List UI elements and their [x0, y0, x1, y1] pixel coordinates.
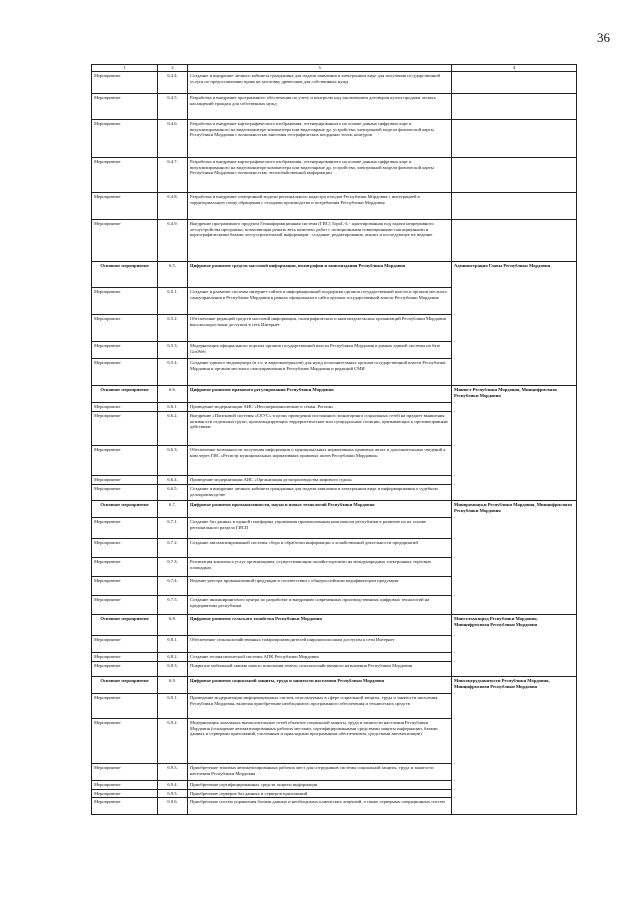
activity-description: Модернизация официального портала органов государственной власти Республики Мордовия в рамках единой системы на базе GosWeb	[188, 342, 452, 359]
activity-number: 6.8.	[158, 615, 188, 636]
responsible-executor-empty	[452, 158, 577, 193]
responsible-executor: Минсоцтрудзанятости Республики Мордовия, Минцифрмсвязи Республики Мордовия	[452, 677, 577, 815]
activity-number: 6.6.1.	[158, 403, 188, 412]
activity-kind: Мероприятие	[92, 485, 158, 501]
column-header: 3	[188, 65, 452, 72]
activity-description: Создание единого медиацентра (в т.ч. и видеоматериалов) для нужд исполнительных органов государственной власти Республики Мордовия и органов местного самоуправления в Республике Мордовия и редакций СМИ	[188, 359, 452, 386]
responsible-executor-empty	[452, 72, 577, 94]
activity-description: Цифровое развитие социальной защиты, труда и занятости населения Республики Мордовия	[188, 677, 452, 694]
activity-kind: Мероприятие	[92, 72, 158, 94]
activity-kind: Мероприятие	[92, 653, 158, 662]
activity-description: Проведение модернизации информационных систем, используемых в сфере социальной защиты, труда и занятости населения Республики Мордовия, включая приобретение необходимого программного обеспечения и технических средств	[188, 694, 452, 719]
activity-kind: Основное мероприятие	[92, 677, 158, 694]
activity-number: 6.5.1.	[158, 288, 188, 315]
activity-kind: Основное мероприятие	[92, 262, 158, 288]
activity-number: 6.6.3.	[158, 446, 188, 476]
activity-kind: Основное мероприятие	[92, 615, 158, 636]
activity-description: Внедрение программного продукта Геоинформационная система (ГИС) TopoL-L - адаптированная под задачи непрерывного лесоустройства программа, позволяющая решать весь комплекс работ с позиционными совмещенными таксационными и картографическими базами лесоустроительной информации - создание, редактирование, анализ и последующее их ведение	[188, 220, 452, 262]
activity-number: 6.4.8.	[158, 193, 188, 220]
responsible-executor: Минпромнауки Республики Мордовия, Минцифрмсвязи Республики Мордовия	[452, 501, 577, 615]
activity-description: Проведение модернизации АИС «Несовершеннолетние и семьи. Регион»	[188, 403, 452, 412]
activity-description: Приобретение типовых автоматизированных рабочих мест для сотрудников системы социальной защиты, труда и занятости населения Республики Мордовия	[188, 764, 452, 781]
activity-description: Цифровое развитие промышленности, науки и новых технологий Республики Мордовия	[188, 501, 452, 518]
activity-description: Создание инжинирингового центра по разработке и внедрению современных производственных цифровых технологий на предприятиях республики	[188, 596, 452, 615]
table-body	[92, 72, 577, 815]
table-row	[92, 72, 577, 94]
responsible-executor-empty	[452, 120, 577, 158]
table-row	[92, 94, 577, 120]
activity-kind: Мероприятие	[92, 577, 158, 596]
activity-description: Обеспечение редакций средств массовой информации, полиграфических и книгоиздательских организаций Республики Мордовия высокоскоростным доступом в сеть Интернет	[188, 315, 452, 342]
activity-number: 6.5.	[158, 262, 188, 288]
activity-number: 6.7.2.	[158, 539, 188, 558]
responsible-executor-empty	[452, 193, 577, 220]
activity-description: Создание и внедрение личного кабинета гражданина для подачи заявления в электронном виде для получения государственной услуги по предоставлению права на заготовку древесины для собственных нужд	[188, 72, 452, 94]
table-row	[92, 386, 577, 403]
activity-kind: Мероприятие	[92, 94, 158, 120]
table-header-row	[92, 65, 577, 72]
activity-kind: Мероприятие	[92, 558, 158, 577]
activity-description: Приобретение сертифицированных средств защиты информации	[188, 781, 452, 790]
activity-kind: Мероприятие	[92, 662, 158, 677]
activity-kind: Мероприятие	[92, 636, 158, 653]
activity-description: Создание и внедрение личного кабинета гражданина для подачи заявления в электронном виде и информирования о судебном делопроизводстве	[188, 485, 452, 501]
activity-description: Внедрение «Поисковой системы «СЕУС» в целях проведения постоянного мониторинга социальных сетей на предмет выявления активности отдельных групп, пропагандирующих террористические или суицидальные позиции, призывающих к противоправным действиям	[188, 412, 452, 446]
responsible-executor-empty	[452, 94, 577, 120]
activity-description: Цифровое развитие правового регулирования Республики Мордовия	[188, 386, 452, 403]
activity-kind: Мероприятие	[92, 288, 158, 315]
activity-description: Приобретение систем управления базами данных и необходимых клиентских лицензий, а также серверных операционных систем	[188, 798, 452, 815]
activity-kind: Мероприятие	[92, 193, 158, 220]
activity-number: 6.7.	[158, 501, 188, 518]
activity-number: 6.9.4.	[158, 781, 188, 790]
activity-number: 6.8.3.	[158, 662, 188, 677]
activity-kind: Мероприятие	[92, 158, 158, 193]
activity-number: 6.9.6.	[158, 798, 188, 815]
activity-kind: Мероприятие	[92, 446, 158, 476]
activity-number: 6.5.3.	[158, 342, 188, 359]
table-row	[92, 120, 577, 158]
responsible-executor: Минюст Республики Мордовия, Минцифрмсвязи Республики Мордовия	[452, 386, 577, 501]
activity-kind: Мероприятие	[92, 120, 158, 158]
activity-number: 6.7.5.	[158, 596, 188, 615]
activity-description: Разработка и внедрение электронной модели регионального кадастра отходов Республики Мордовия с интеграцией в территориальную схему обращения с отходами производства и потребления Республики Мордовия	[188, 193, 452, 220]
activity-number: 6.9.2.	[158, 719, 188, 764]
activity-description: Реализация комплекса услуг организациям, осуществляющим онлайн-торговлю на международных электронных торговых площадках	[188, 558, 452, 577]
responsible-executor: Минсельхозпрод Республики Мордовия, Минцифрмсвязи Республики Мордовия	[452, 615, 577, 677]
activity-description: Обеспечение сельскохозяйственных товаропроизводителей широкополосным доступом к сети Интернет	[188, 636, 452, 653]
table-row	[92, 677, 577, 694]
activity-number: 6.7.3.	[158, 558, 188, 577]
activity-number: 6.4.7.	[158, 158, 188, 193]
activity-kind: Мероприятие	[92, 694, 158, 719]
activity-kind: Основное мероприятие	[92, 501, 158, 518]
activity-kind: Мероприятие	[92, 315, 158, 342]
activity-number: 6.6.	[158, 386, 188, 403]
activity-number: 6.4.5.	[158, 94, 188, 120]
table-row	[92, 262, 577, 288]
table-row	[92, 220, 577, 262]
table-row	[92, 193, 577, 220]
activity-number: 6.6.2.	[158, 412, 188, 446]
activity-number: 6.8.2.	[158, 653, 188, 662]
activity-description: Разработка и внедрение картографического изображения, отгенерированного на основе данных цифровых карт и визуализированного на видеомониторе компьютера или видеоэкране др. устройства, электронной модели физической карты Республики Мордовия с возможностью лесохозяйственной информации	[188, 158, 452, 193]
activity-description: Разработка и внедрение программного обеспечения по учету и контролю над заключением договоров купли-продажи лесных насаждений граждан для собственных нужд	[188, 94, 452, 120]
table-row	[92, 615, 577, 636]
activity-kind: Мероприятие	[92, 764, 158, 781]
activity-kind: Мероприятие	[92, 596, 158, 615]
table-row	[92, 501, 577, 518]
activity-kind: Мероприятие	[92, 476, 158, 485]
activity-number: 6.8.1.	[158, 636, 188, 653]
activity-number: 6.9.1.	[158, 694, 188, 719]
column-header: 2	[158, 65, 188, 72]
activity-number: 6.4.4.	[158, 72, 188, 94]
activity-kind: Основное мероприятие	[92, 386, 158, 403]
activity-kind: Мероприятие	[92, 781, 158, 790]
activity-number: 6.5.4.	[158, 359, 188, 386]
activity-description: Приобретение серверов баз данных и серверов приложений	[188, 789, 452, 798]
activity-description: Обеспечение возможности получения информации о муниципальных нормативных правовых актах и дополнительных сведений к ним через ГИС «Регистр муниципальных нормативных правовых актов Республики Мордовия»	[188, 446, 452, 476]
activity-description: Ведение реестра промышленной продукции в соответствии с общероссийским кодификатором продукции	[188, 577, 452, 596]
activity-kind: Мероприятие	[92, 719, 158, 764]
activity-description: Модернизация локальных вычислительных сетей объектов социальной защиты, труда и занятости населения Республики Мордовия (оснащение автоматизированных рабочих местами, сертифицированными средствами защиты информации, базами данных и серверами приложений, системным и прикладным программным обеспечением, средствами автоматизации)	[188, 719, 452, 764]
activity-number: 6.6.5.	[158, 485, 188, 501]
column-header: 4	[452, 65, 577, 72]
page-number: 36	[597, 30, 610, 45]
activity-number: 6.6.4.	[158, 476, 188, 485]
activity-number: 6.4.9.	[158, 220, 188, 262]
activity-number: 6.9.3.	[158, 764, 188, 781]
activity-kind: Мероприятие	[92, 518, 158, 539]
activity-description: Разработка и внедрение картографического изображения, отгенерированного на основе данных цифровых карт и визуализированного на видеомониторе компьютера или видеоэкране др. устройства, электронной модели физической карты Республики Мордовия с возможностью внесения географических координат точек, контуров	[188, 120, 452, 158]
activity-description: Создание геоаналитической системы АПК Республики Мордовия	[188, 653, 452, 662]
activities-table	[91, 64, 577, 815]
activity-description: Создание автоматизированной системы сбора и обработки информации о хозяйственной деятельности предприятий	[188, 539, 452, 558]
responsible-executor-empty	[452, 220, 577, 262]
activity-kind: Мероприятие	[92, 403, 158, 412]
activity-number: 6.7.4.	[158, 577, 188, 596]
activity-description: Цифровое развитие сельского хозяйства Республики Мордовия	[188, 615, 452, 636]
activity-number: 6.9.	[158, 677, 188, 694]
activity-kind: Мероприятие	[92, 220, 158, 262]
activity-description: Цифровое развитие средств массовой информации, полиграфии и книгоиздания Республики Мордовия	[188, 262, 452, 288]
activity-kind: Мероприятие	[92, 342, 158, 359]
activity-description: Создание баз данных в единой платформы управления промышленным комплексом республики в развитие на их основе регионального раздела ГИСП	[188, 518, 452, 539]
activity-description: Создание и развитие системы интернет-сайтов и информационной поддержки органов государственной власти и органов местного самоуправления в Республике Мордовия в рамках официального сайта органов государственной власти Республики Мордовия	[188, 288, 452, 315]
activity-kind: Мероприятие	[92, 539, 158, 558]
activity-kind: Мероприятие	[92, 789, 158, 798]
activity-number: 6.7.1.	[158, 518, 188, 539]
responsible-executor: Администрация Главы Республики Мордовия	[452, 262, 577, 386]
activity-kind: Мероприятие	[92, 798, 158, 815]
activity-number: 6.9.5.	[158, 789, 188, 798]
activity-description: Покрытие мобильной связью нового поколения земель сельскохозяйственного назначения Республики Мордовия	[188, 662, 452, 677]
column-header: 1	[92, 65, 158, 72]
activity-description: Проведение модернизации АИС «Организация делопроизводства мирового судьи»	[188, 476, 452, 485]
table-row	[92, 158, 577, 193]
activity-number: 6.4.6.	[158, 120, 188, 158]
activity-kind: Мероприятие	[92, 412, 158, 446]
activity-kind: Мероприятие	[92, 359, 158, 386]
activity-number: 6.5.2.	[158, 315, 188, 342]
